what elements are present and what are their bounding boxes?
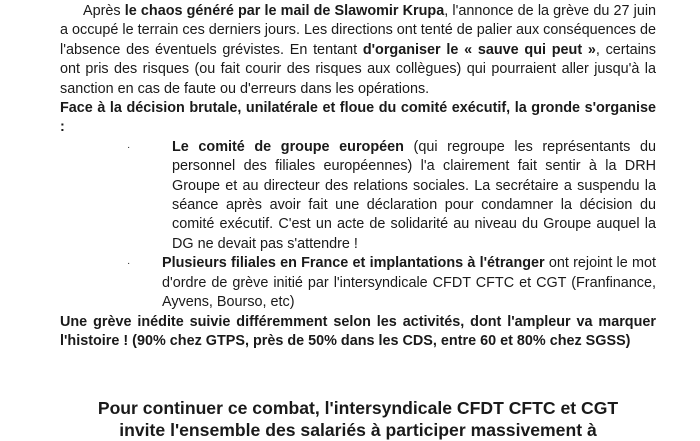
list-item-bold: Plusieurs filiales en France et implantations à l'étranger xyxy=(162,255,545,272)
heading-line-1: Pour continuer ce combat, l'intersyndicale CFDT CFTC et CGT xyxy=(97,398,619,418)
list-item-filiales xyxy=(60,254,656,312)
call-to-action-heading xyxy=(60,398,656,441)
document-body xyxy=(60,2,656,351)
intro-bold-sauve-qui-peut: d'organiser le « sauve qui peut » xyxy=(362,41,596,58)
bullet-icon: · xyxy=(127,141,131,153)
list-item-text: (qui regroupe les représentants du personnel des filiales européennes) l'a clairement fait sentir à la DRH Groupe et au directeur des relations sociales. La secrétaire a suspendu la séance après avoir fait une déclaration pour condamner la décision du comité exécutif. C'est un acte de solidarité au niveau du Groupe auquel la DG ne devait pas s'attendre ! xyxy=(172,138,656,252)
list-item-text: ont rejoint le mot d'ordre de grève initié par l'intersyndicale CFDT CFTC et CGT (Franfinance, Ayvens, Bourso, etc) xyxy=(162,255,656,311)
intro-paragraph xyxy=(60,2,656,99)
intro-text-1: Après xyxy=(83,3,125,19)
list-item-content xyxy=(134,254,656,312)
strike-paragraph xyxy=(60,313,656,352)
list-item-content xyxy=(134,138,656,254)
list-item-bold: Le comité de groupe européen xyxy=(172,138,404,155)
heading-line-2: invite l'ensemble des salariés à participer massivement à xyxy=(119,419,597,440)
face-bold: Face à la décision brutale, unilatérale et floue du comité exécutif, la gronde s'organise : xyxy=(60,100,656,136)
intro-bold-krupa: le chaos généré par le mail de Slawomir Krupa xyxy=(124,3,445,19)
intro-text-2: , l'annonce de la grève du 27 juin a occupé le terrain ces derniers jours. Les directions ont tenté de palier aux conséquences de l'absence des éventuels grévistes. En tentant xyxy=(60,3,657,58)
list-item-comite xyxy=(60,138,656,254)
face-paragraph xyxy=(60,99,656,138)
intro-text-3: , certains ont pris des risques (ou fait courir des risques aux collègues) qui pourraient aller jusqu'à la sanction en cas de faute ou d'erreurs dans les opérations. xyxy=(60,41,656,97)
strike-bold: Une grève inédite suivie différemment selon les activités, dont l'ampleur va marquer l'histoire ! (90% chez GTPS, près de 50% dans les CDS, entre 60 et 80% chez SGSS) xyxy=(60,313,656,349)
bullet-icon: · xyxy=(127,258,131,270)
